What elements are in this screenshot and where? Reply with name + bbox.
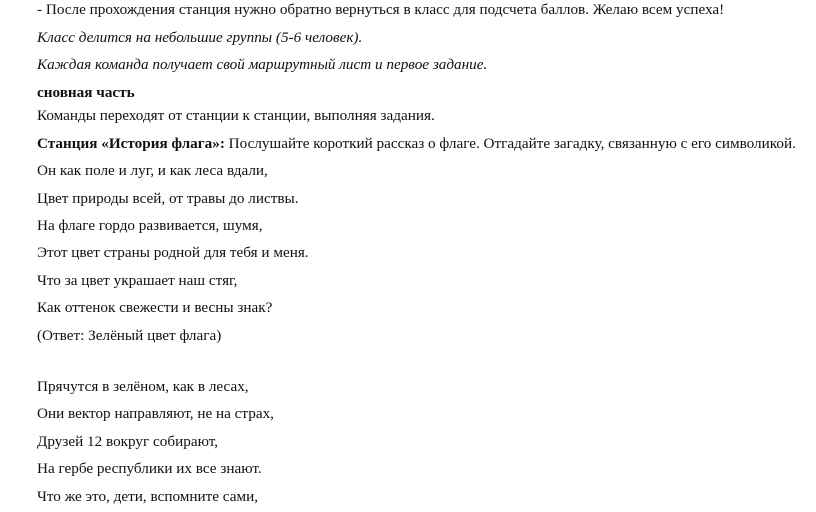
poem-line: Прячутся в зелёном, как в лесах, — [37, 378, 249, 395]
text-line-station-history — [37, 135, 796, 153]
text-line-teams-move: Команды переходят от станции к станции, выполняя задания. — [37, 107, 435, 124]
poem-line: Они вектор направляют, не на страх, — [37, 405, 274, 422]
text-line-success-wish: - После прохождения станция нужно обратно вернуться в класс для подсчета баллов. Желаю всем успеха! — [37, 1, 725, 18]
poem-line: Он как поле и луг, и как леса вдали, — [37, 162, 268, 179]
poem-line: Что же это, дети, вспомните сами, — [37, 488, 258, 505]
station-title: Станция «История флага»: — [37, 135, 225, 152]
poem-line: Этот цвет страны родной для тебя и меня. — [37, 244, 309, 261]
station-description: Послушайте короткий рассказ о флаге. Отгадайте загадку, связанную с его символикой. — [224, 135, 796, 152]
poem-line: Цвет природы всей, от травы до листвы. — [37, 190, 299, 207]
answer-line: (Ответ: Зелёный цвет флага) — [37, 327, 222, 344]
poem-line: На флаге гордо развивается, шумя, — [37, 217, 263, 234]
section-heading-main-part: сновная часть — [37, 84, 135, 101]
poem-line: Друзей 12 вокруг собирают, — [37, 433, 219, 450]
poem-line: Как оттенок свежести и весны знак? — [37, 299, 273, 316]
poem-line: Что за цвет украшает наш стяг, — [37, 272, 238, 289]
text-line-route-sheet: Каждая команда получает свой маршрутный лист и первое задание. — [37, 56, 488, 73]
poem-line: На гербе республики их все знают. — [37, 460, 262, 477]
text-line-groups: Класс делится на небольшие группы (5-6 человек). — [37, 29, 363, 46]
